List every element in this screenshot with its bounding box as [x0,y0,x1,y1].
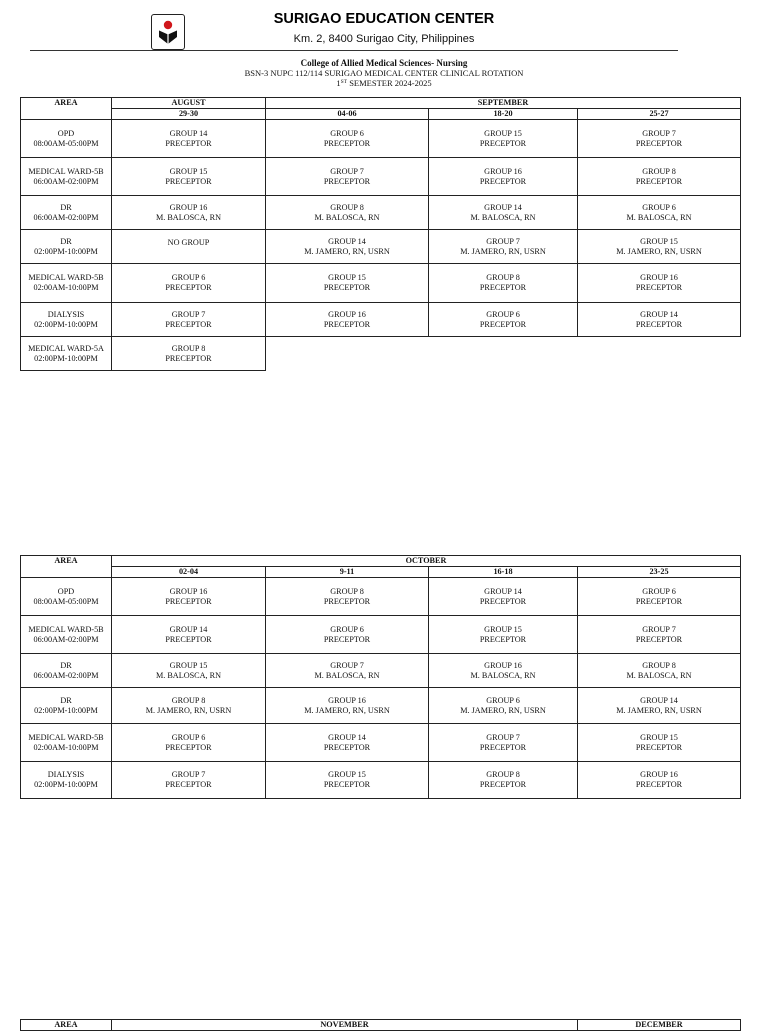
group-label: GROUP 6 [171,273,206,282]
table-header-row [21,556,741,567]
group-label: GROUP 16 [328,309,366,319]
group-label: GROUP 8 [330,586,364,596]
staff-label: M. BALOSCA, RN [626,212,692,222]
area-time: 02:00PM-10:00PM [34,780,98,789]
shield-logo-icon [157,19,179,45]
staff-label: M. JAMERO, RN, USRN [616,705,702,715]
table-row [21,196,741,230]
college-name: College of Allied Medical Sciences- Nursing [300,58,468,68]
table-row [21,337,741,371]
rotation-table-aug-sep [20,97,741,371]
table-row [21,578,741,616]
staff-label: PRECEPTOR [323,283,371,292]
area-header: AREA [21,556,112,578]
group-label: GROUP 8 [486,273,520,282]
assignment-cell [266,303,429,337]
area-time: 02:00PM-10:00PM [34,705,98,715]
table-row [21,230,741,264]
group-label: GROUP 14 [640,309,678,319]
group-label: GROUP 14 [484,586,522,596]
area-cell [21,158,112,196]
group-label: GROUP 15 [328,273,366,282]
header-divider [30,50,678,51]
group-label: GROUP 14 [640,695,678,705]
staff-label: PRECEPTOR [635,742,683,752]
area-cell [21,120,112,158]
group-label: GROUP 6 [330,128,364,138]
area-time: 02:00AM-10:00PM [33,283,99,292]
month-header-november: NOVEMBER [112,1020,578,1031]
area-cell [21,616,112,654]
group-label: GROUP 15 [169,660,208,670]
assignment-cell [112,303,266,337]
assignment-cell [112,688,266,724]
assignment-cell [112,158,266,196]
group-label: GROUP 6 [486,309,520,319]
table-row [21,724,741,762]
group-label: GROUP 16 [484,660,522,670]
semester-label [0,78,768,88]
assignment-cell [578,120,741,158]
semester-number: 1 [336,78,341,88]
table-row [21,762,741,799]
group-label: NO GROUP [167,238,210,247]
table-row [21,616,741,654]
group-label: GROUP 15 [484,624,522,634]
month-header-august: AUGUST [112,98,266,109]
assignment-cell [112,724,266,762]
staff-label: PRECEPTOR [479,176,527,186]
assignment-cell [578,578,741,616]
group-label: GROUP 7 [330,166,364,176]
group-label: GROUP 6 [486,695,520,705]
group-label: GROUP 16 [169,586,208,596]
assignment-cell [429,158,578,196]
assignment-cell [112,230,266,264]
group-label: GROUP 15 [169,166,208,176]
area-time: 02:00PM-10:00PM [34,246,98,256]
group-label: GROUP 7 [486,732,520,742]
group-label: GROUP 15 [484,128,522,138]
area-time: 06:00AM-02:00PM [33,670,99,680]
group-label: GROUP 16 [169,202,208,212]
staff-label: PRECEPTOR [479,780,527,789]
staff-label: PRECEPTOR [165,780,212,789]
assignment-cell [429,303,578,337]
document-header [0,0,768,95]
semester-suffix: ST [340,79,348,85]
group-label: GROUP 7 [171,309,206,319]
assignment-cell [112,264,266,303]
assignment-cell [429,688,578,724]
staff-label: M. BALOSCA, RN [470,212,536,222]
staff-label: PRECEPTOR [635,634,683,644]
group-label: GROUP 6 [171,732,206,742]
staff-label: M. JAMERO, RN, USRN [460,246,546,256]
table-row [21,303,741,337]
group-label: GROUP 6 [642,586,676,596]
program-title: BSN-3 NUPC 112/114 SURIGAO MEDICAL CENTER CLINICAL ROTATION [244,68,524,78]
group-label: GROUP 8 [171,343,206,353]
date-header: 25-27 [578,109,741,120]
staff-label: M. BALOSCA, RN [314,212,380,222]
rotation-table-nov-dec [20,1019,741,1031]
area-time: 08:00AM-05:00PM [33,596,99,606]
area-header: AREA [21,98,112,120]
school-name: SURIGAO EDUCATION CENTER [273,11,495,27]
group-label: GROUP 8 [330,202,364,212]
group-label: GROUP 7 [642,624,676,634]
area-time: 02:00PM-10:00PM [34,319,98,329]
assignment-cell [429,762,578,799]
staff-label: M. JAMERO, RN, USRN [145,705,232,715]
assignment-cell [266,724,429,762]
date-header: 23-25 [578,567,741,578]
date-header: 04-06 [266,109,429,120]
area-name: MEDICAL WARD-5B [28,732,104,742]
staff-label: PRECEPTOR [323,319,371,329]
area-cell [21,230,112,264]
staff-label: PRECEPTOR [635,138,683,148]
staff-label: PRECEPTOR [165,319,212,329]
date-header: 18-20 [429,109,578,120]
staff-label: PRECEPTOR [165,353,212,363]
group-label: GROUP 14 [328,236,366,246]
date-header-row [21,567,741,578]
date-header-row [21,109,741,120]
group-label: GROUP 7 [330,660,364,670]
area-name: MEDICAL WARD-5B [28,166,104,176]
group-label: GROUP 6 [330,624,364,634]
staff-label: PRECEPTOR [323,634,371,644]
area-cell [21,654,112,688]
area-time: 06:00AM-02:00PM [33,176,99,186]
staff-label: PRECEPTOR [323,138,371,148]
staff-label: PRECEPTOR [635,596,683,606]
staff-label: M. BALOSCA, RN [155,670,222,680]
group-label: GROUP 8 [171,695,206,705]
assignment-cell [578,196,741,230]
area-name: DR [60,660,72,670]
area-name: DR [60,695,72,705]
rotation-table-october [20,555,741,799]
date-header: 29-30 [112,109,266,120]
assignment-cell [112,196,266,230]
group-label: GROUP 15 [640,236,678,246]
area-cell [21,578,112,616]
empty-cell [266,337,429,371]
staff-label: PRECEPTOR [479,319,527,329]
group-label: GROUP 16 [484,166,522,176]
area-name: DIALYSIS [47,770,85,779]
assignment-cell [429,230,578,264]
group-label: GROUP 16 [328,695,366,705]
assignment-cell [112,120,266,158]
staff-label: PRECEPTOR [165,742,212,752]
empty-cell [578,337,741,371]
area-cell [21,264,112,303]
staff-label: PRECEPTOR [165,138,212,148]
assignment-cell [112,578,266,616]
staff-label: M. JAMERO, RN, USRN [304,705,390,715]
school-logo [151,14,185,50]
month-header-december: DECEMBER [578,1020,741,1031]
staff-label: M. JAMERO, RN, USRN [460,705,546,715]
staff-label: PRECEPTOR [635,283,683,292]
group-label: GROUP 8 [486,770,520,779]
area-cell [21,196,112,230]
staff-label: M. BALOSCA, RN [470,670,536,680]
assignment-cell [429,196,578,230]
table-row [21,158,741,196]
group-label: GROUP 16 [640,770,678,779]
area-time: 08:00AM-05:00PM [33,138,99,148]
assignment-cell [266,230,429,264]
group-label: GROUP 8 [642,166,676,176]
group-label: GROUP 15 [328,770,366,779]
staff-label: PRECEPTOR [165,283,212,292]
area-cell [21,762,112,799]
staff-label: M. BALOSCA, RN [155,212,222,222]
assignment-cell [578,688,741,724]
group-label: GROUP 7 [486,236,520,246]
assignment-cell [429,578,578,616]
area-cell [21,688,112,724]
area-name: DR [60,236,72,246]
group-label: GROUP 14 [169,128,208,138]
date-header: 16-18 [429,567,578,578]
area-name: OPD [57,586,75,596]
staff-label: M. JAMERO, RN, USRN [616,246,702,256]
area-name: DIALYSIS [47,309,85,319]
staff-label: M. BALOSCA, RN [626,670,692,680]
table-row [21,688,741,724]
assignment-cell [266,762,429,799]
staff-label: PRECEPTOR [165,634,212,644]
assignment-cell [578,654,741,688]
staff-label: PRECEPTOR [323,742,371,752]
group-label: GROUP 14 [169,624,208,634]
staff-label: M. BALOSCA, RN [314,670,380,680]
staff-label: PRECEPTOR [479,283,527,292]
area-time: 06:00AM-02:00PM [33,634,99,644]
staff-label: PRECEPTOR [479,634,527,644]
month-header-october: OCTOBER [112,556,741,567]
staff-label: PRECEPTOR [165,596,212,606]
area-cell [21,303,112,337]
assignment-cell [429,654,578,688]
table-header-row [21,1020,741,1031]
staff-label: PRECEPTOR [635,780,683,789]
assignment-cell [429,616,578,654]
staff-label: PRECEPTOR [635,319,683,329]
assignment-cell [578,616,741,654]
assignment-cell [112,616,266,654]
semester-text: SEMESTER 2024-2025 [347,78,432,88]
staff-label: PRECEPTOR [479,596,527,606]
table-row [21,120,741,158]
group-label: GROUP 14 [328,732,366,742]
assignment-cell [266,264,429,303]
group-label: GROUP 7 [171,770,206,779]
staff-label: PRECEPTOR [479,138,527,148]
assignment-cell [578,158,741,196]
area-cell [21,724,112,762]
assignment-cell [578,230,741,264]
assignment-cell [266,578,429,616]
assignment-cell [266,120,429,158]
area-name: MEDICAL WARD-5B [28,624,104,634]
area-time: 06:00AM-02:00PM [33,212,99,222]
assignment-cell [112,654,266,688]
table-header-row [21,98,741,109]
staff-label: PRECEPTOR [323,176,371,186]
area-name: MEDICAL WARD-5B [28,273,104,282]
group-label: GROUP 15 [640,732,678,742]
assignment-cell [578,762,741,799]
assignment-cell [429,120,578,158]
assignment-cell [112,762,266,799]
staff-label: PRECEPTOR [323,780,371,789]
assignment-cell [266,688,429,724]
area-time: 02:00AM-10:00PM [33,742,99,752]
assignment-cell [578,303,741,337]
group-label: GROUP 14 [484,202,522,212]
area-name: MEDICAL WARD-5A [28,343,104,353]
group-label: GROUP 16 [640,273,678,282]
assignment-cell [266,196,429,230]
empty-cell [429,337,578,371]
staff-label: PRECEPTOR [323,596,371,606]
table-row [21,264,741,303]
staff-label: PRECEPTOR [635,176,683,186]
group-label: GROUP 8 [642,660,676,670]
assignment-cell [429,264,578,303]
assignment-cell [429,724,578,762]
group-label: GROUP 7 [642,128,676,138]
staff-label: PRECEPTOR [165,176,212,186]
date-header: 9-11 [266,567,429,578]
assignment-cell [266,158,429,196]
area-cell [21,337,112,371]
staff-label: PRECEPTOR [479,742,527,752]
assignment-cell [578,724,741,762]
assignment-cell [112,337,266,371]
school-address: Km. 2, 8400 Surigao City, Philippines [293,33,475,45]
area-name: DR [60,202,72,212]
staff-label: M. JAMERO, RN, USRN [304,246,390,256]
area-name: OPD [57,128,75,138]
group-label: GROUP 6 [642,202,676,212]
assignment-cell [266,616,429,654]
area-header: AREA [21,1020,112,1031]
assignment-cell [266,654,429,688]
month-header-september: SEPTEMBER [266,98,741,109]
date-header: 02-04 [112,567,266,578]
area-time: 02:00PM-10:00PM [34,353,98,363]
table-row [21,654,741,688]
assignment-cell [578,264,741,303]
